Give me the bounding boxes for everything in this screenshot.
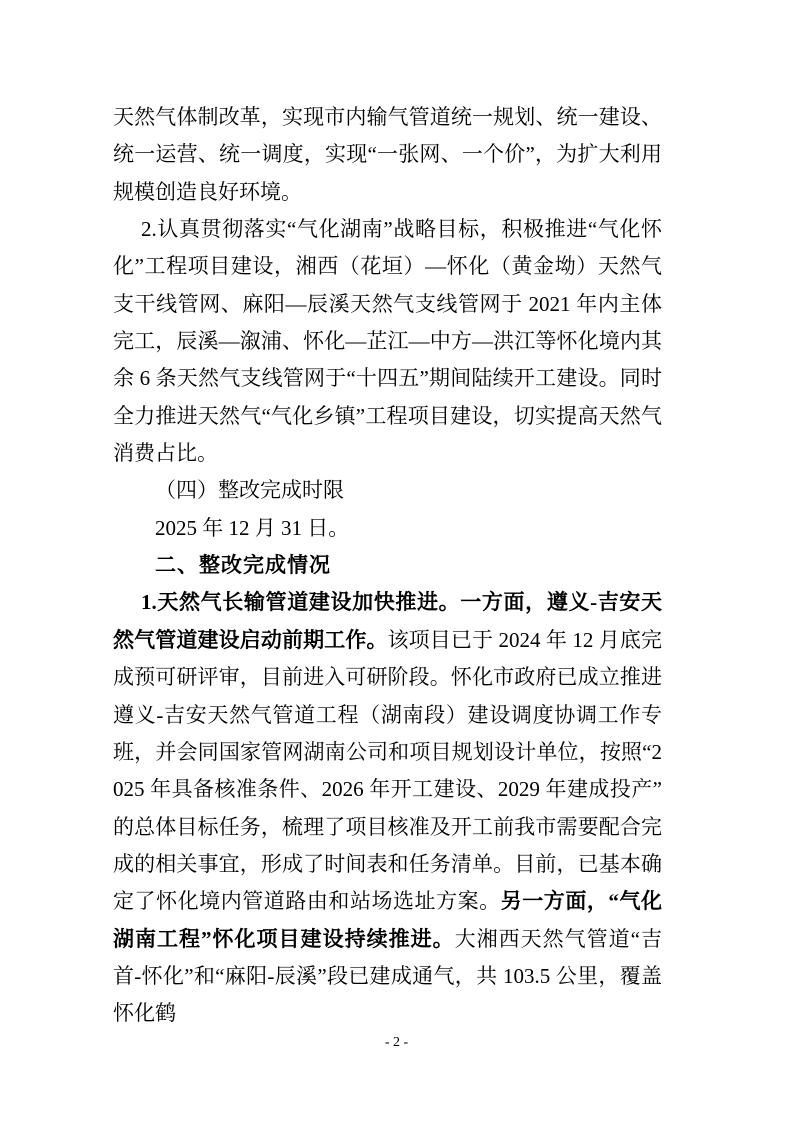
paragraph-item-2	[113, 211, 662, 472]
section-2-heading	[113, 547, 662, 584]
text-run-bold: 另一方面，“气化湖南工程”怀化项目建设持续推进。	[113, 889, 662, 951]
paragraph-item-1	[113, 584, 662, 1032]
text-run-bold: 1.天然气长输管道建设加快推进。一方面，遵义-吉安天然气管道建设启动前期工作。	[113, 590, 662, 652]
text-run: 二、整改完成情况	[155, 554, 331, 578]
text-run: 2025 年 12 月 31 日。	[155, 515, 350, 540]
paragraph-section-4-title	[113, 472, 662, 509]
text-run: 2.认真贯彻落实“气化湖南”战略目标，积极推进“气化怀化”工程项目建设，湘西（花垣）—怀化（黄金坳）天然气支干线管网、麻阳—辰溪天然气支线管网于 2021 年内主体完工，辰溪—溆浦、怀化—芷江—中方—洪江等怀化境内其余 6 条天然气支线管网于“十四五”期间陆续开工建设。同时全力推进天然气“气化乡镇”工程项目建设，切实提高天然气消费占比。	[113, 217, 662, 466]
text-run: （四）整改完成时限	[155, 478, 344, 503]
document-body	[113, 99, 662, 1033]
text-run: 天然气体制改革，实现市内输气管道统一规划、统一建设、统一运营、统一调度，实现“一张网、一个价”，为扩大利用规模创造良好环境。	[113, 105, 662, 204]
paragraph-continuation	[113, 99, 662, 211]
page-number: - 2 -	[384, 1035, 409, 1050]
text-run: 该项目已于 2024 年 12 月底完成预可研评审，目前进入可研阶段。怀化市政府已成立推进遵义-吉安天然气管道工程（湖南段）建设调度协调工作专班，并会同国家管网湖南公司和项目规划设计单位，按照“2025 年具备核准条件、2026 年开工建设、2029 年建成投产”的总体目标任务，梳理了项目核准及开工前我市需要配合完成的相关事宜，形成了时间表和任务清单。目前，已基本确定了怀化境内管道路由和站场选址方案。	[113, 627, 663, 914]
paragraph-deadline-date	[113, 510, 662, 547]
text-run: 大湘西天然气管道“吉首-怀化”和“麻阳-辰溪”段已建成通气，共 103.5 公里，覆盖怀化鹤	[113, 926, 662, 1026]
